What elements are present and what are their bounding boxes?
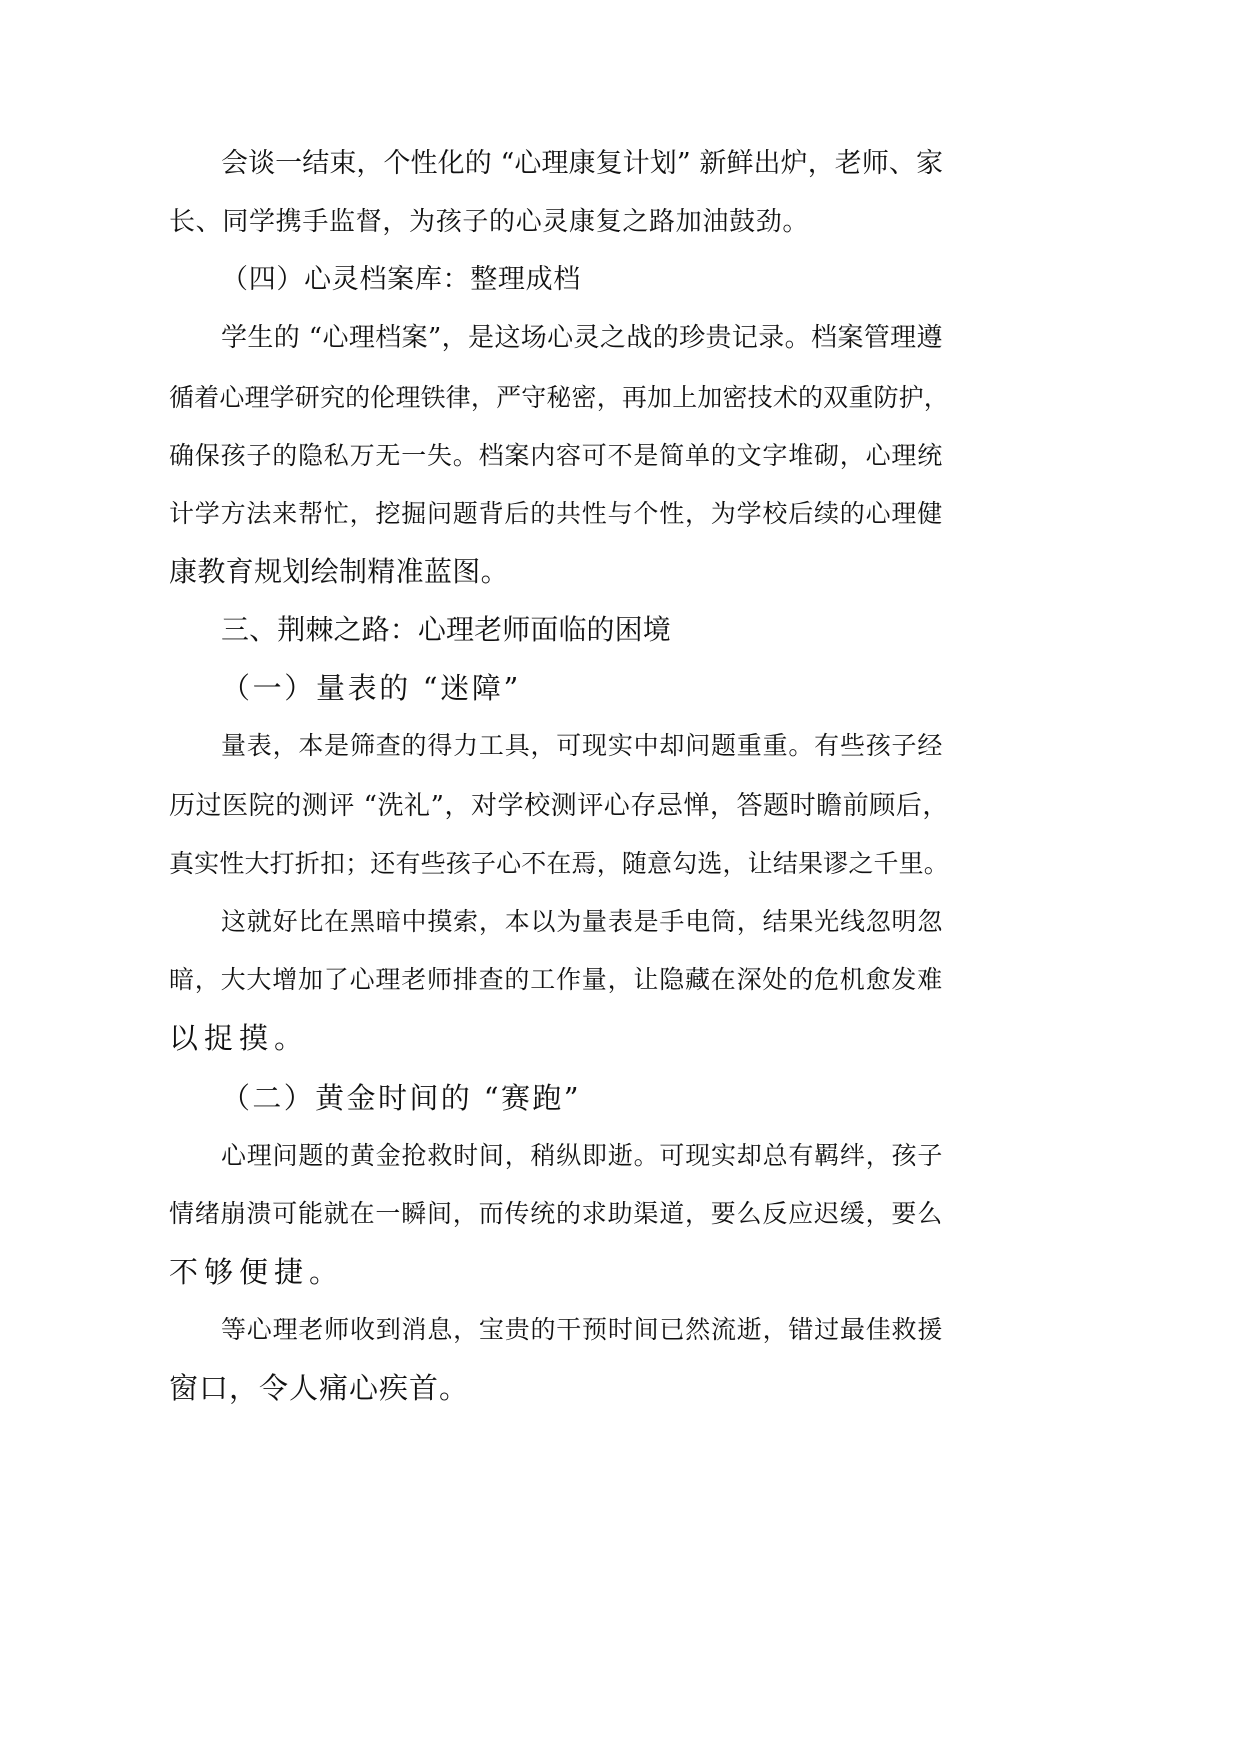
text-line: 窗口，令人痛心疾首。 [169,1371,470,1405]
text-line: 会谈一结束，个性化的 “心理康复计划” 新鲜出炉，老师、家 [221,148,944,179]
text-line: 心理问题的黄金抢救时间，稍纵即逝。可现实却总有羁绊，孩子 [221,1141,944,1170]
text-line: 确保孩子的隐私万无一失。档案内容可不是简单的文字堆砌，心理统 [169,441,944,470]
text-line: 这就好比在黑暗中摸索，本以为量表是手电筒，结果光线忽明忽 [221,907,944,936]
text-line: 真实性大打折扣；还有些孩子心不在焉，随意勾选，让结果谬之千里。 [169,849,949,878]
text-line: 暗，大大增加了心理老师排查的工作量，让隐藏在深处的危机愈发难 [169,965,944,994]
text-line: 情绪崩溃可能就在一瞬间，而传统的求助渠道，要么反应迟缓，要么 [169,1199,944,1228]
text-line: 循着心理学研究的伦理铁律，严守秘密，再加上加密技术的双重防护， [169,383,949,412]
section-heading: （二）黄金时间的 “赛跑” [221,1081,581,1115]
section-heading: 三、荆棘之路：心理老师面临的困境 [221,613,671,646]
text-line: 等心理老师收到消息，宝贵的干预时间已然流逝，错过最佳救援 [221,1315,944,1344]
text-line: 历过医院的测评 “洗礼”，对学校测评心存忌惮，答题时瞻前顾后， [169,791,949,821]
section-heading: （四）心灵档案库：整理成档 [221,264,581,295]
text-line: 康教育规划绘制精准蓝图。 [169,555,509,588]
section-heading: （一）量表的 “迷障” [221,671,522,705]
text-line: 量表，本是筛查的得力工具，可现实中却问题重重。有些孩子经 [221,731,944,760]
text-line: 长、同学携手监督，为孩子的心灵康复之路加油鼓劲。 [169,207,810,237]
text-line: 学生的 “心理档案”，是这场心灵之战的珍贵记录。档案管理遵 [221,323,943,353]
text-line: 不够便捷。 [169,1255,345,1289]
text-line: 以捉摸。 [169,1021,310,1055]
text-line: 计学方法来帮忙，挖掘问题背后的共性与个性，为学校后续的心理健 [169,499,944,528]
